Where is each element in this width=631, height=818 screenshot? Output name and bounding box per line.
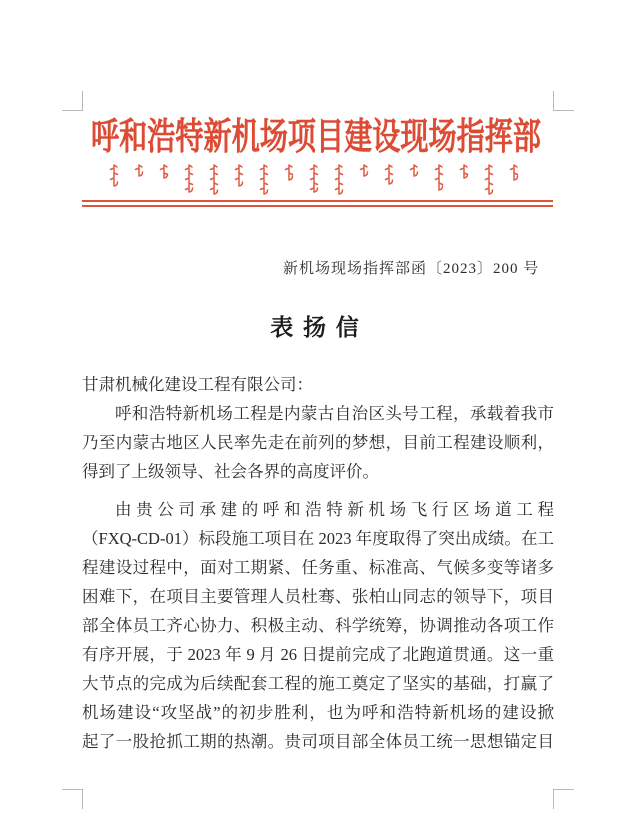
mongolian-script-row (108, 164, 520, 198)
body-line: 机场建设“攻坚战”的初步胜利，也为呼和浩特新机场的建设掀 (82, 703, 554, 722)
mongolian-word-glyph (108, 164, 120, 197)
body-line: 起了一股抢抓工期的热潮。贵司项目部全体员工统一思想锚定目 (82, 732, 554, 751)
mongolian-word-glyph (358, 164, 370, 197)
letter-body (82, 370, 554, 756)
margin-crop-mark-top-right (553, 91, 574, 111)
document-title: 表 扬 信 (270, 315, 361, 340)
body-line: 程建设过程中，面对工期紧、任务重、标准高、气候多变等诸多 (82, 558, 554, 577)
letterhead-org-name (0, 116, 631, 167)
body-line: （FXQ-CD-01）标段施工项目在 2023 年度取得了突出成绩。在工 (82, 529, 554, 548)
mongolian-word-glyph (458, 164, 470, 197)
mongolian-word-glyph (508, 164, 520, 197)
mongolian-word-glyph (333, 164, 345, 197)
mongolian-word-glyph (308, 164, 320, 197)
mongolian-word-glyph (283, 164, 295, 197)
letterhead-org-name-text: 呼和浩特新机场项目建设现场指挥部 (90, 117, 541, 158)
body-line: 由贵公司承建的呼和浩特新机场飞行区场道工程 (115, 500, 554, 519)
body-line: 有序开展，于 2023 年 9 月 26 日提前完成了北跑道贯通。这一重 (82, 645, 554, 664)
body-line: 呼和浩特新机场工程是内蒙古自治区头号工程，承载着我市 (115, 404, 554, 423)
margin-crop-mark-top-left (62, 91, 83, 111)
mongolian-word-glyph (133, 164, 145, 197)
body-line: 得到了上级领导、社会各界的高度评价。 (82, 462, 379, 481)
body-line: 大节点的完成为后续配套工程的施工奠定了坚实的基础，打赢了 (82, 674, 554, 693)
mongolian-word-glyph (258, 164, 270, 197)
body-line: 甘肃机械化建设工程有限公司： (82, 375, 313, 394)
document-number: 新机场现场指挥部函〔2023〕200 号 (283, 261, 540, 277)
mongolian-word-glyph (383, 164, 395, 197)
letterhead-double-rule (82, 200, 553, 207)
body-line: 乃至内蒙古地区人民率先走在前列的梦想，目前工程建设顺利， (82, 433, 554, 452)
mongolian-word-glyph (433, 164, 445, 197)
mongolian-word-glyph (483, 164, 495, 197)
margin-crop-mark-bottom-left (62, 789, 83, 809)
mongolian-word-glyph (158, 164, 170, 197)
margin-crop-mark-bottom-right (553, 789, 574, 809)
body-line: 困难下，在项目主要管理人员杜骞、张柏山同志的领导下，项目 (82, 587, 554, 606)
mongolian-word-glyph (233, 164, 245, 197)
body-line: 部全体员工齐心协力、积极主动、科学统筹，协调推动各项工作 (82, 616, 554, 635)
mongolian-word-glyph (183, 164, 195, 197)
mongolian-word-glyph (408, 164, 420, 197)
mongolian-word-glyph (208, 164, 220, 197)
